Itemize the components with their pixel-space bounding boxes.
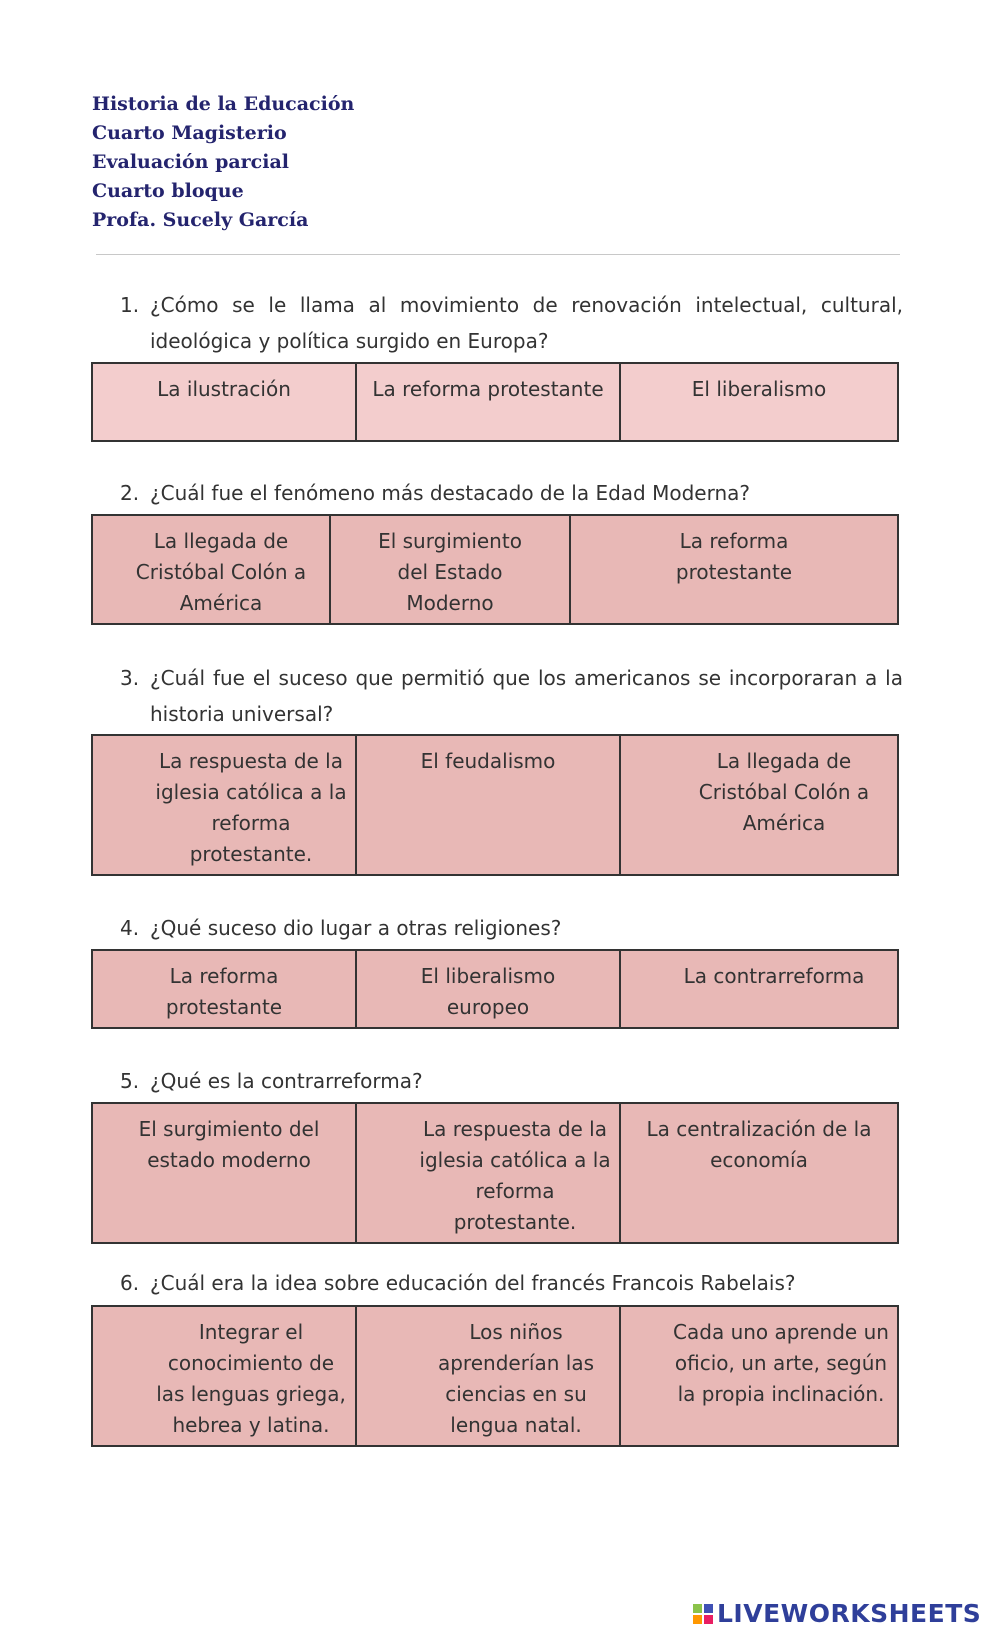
option-6a[interactable]: Integrar el conocimiento de las lenguas griega, hebrea y latina. [93,1307,357,1445]
question-3 [120,660,903,732]
question-4 [120,910,903,946]
question-5 [120,1063,903,1099]
option-3c[interactable]: La llegada de Cristóbal Colón a América [698,749,870,835]
option-3b[interactable]: El feudalismo [357,736,621,874]
question-text: ¿Cuál fue el suceso que permitió que los americanos se incorporaran a la historia universal? [150,666,903,726]
option-4a[interactable]: La reforma protestante [93,951,357,1027]
question-number: 6. [120,1271,140,1295]
question-number: 2. [120,481,140,505]
option-2a[interactable]: La llegada de Cristóbal Colón a América [93,516,331,623]
option-2b[interactable]: El surgimiento del Estado Moderno [331,516,571,623]
question-text: ¿Qué suceso dio lugar a otras religiones? [150,916,562,940]
logo-text: LIVEWORKSHEETS [717,1599,982,1628]
option-1c[interactable]: El liberalismo [691,377,827,401]
option-2c[interactable]: La reforma protestante [675,529,793,584]
header-divider [96,254,900,255]
option-1a[interactable]: La ilustración [93,364,357,440]
liveworksheets-logo [693,1599,981,1628]
teacher-name: Profa. Sucely García [92,209,309,231]
question-text: ¿Qué es la contrarreforma? [150,1069,423,1093]
option-5a[interactable]: El surgimiento del estado moderno [93,1104,357,1242]
answer-options-5 [91,1102,899,1244]
question-number: 5. [120,1069,140,1093]
answer-options-1 [91,362,899,442]
answer-options-4 [91,949,899,1029]
option-5b[interactable]: La respuesta de la iglesia católica a la reforma protestante. [357,1104,621,1242]
question-text: ¿Cómo se le llama al movimiento de renovación intelectual, cultural, ideológica y política surgido en Europa? [150,293,903,353]
option-3a[interactable]: La respuesta de la iglesia católica a la reforma protestante. [93,736,357,874]
question-2 [120,475,903,511]
question-number: 4. [120,916,140,940]
option-1b[interactable]: La reforma protestante [357,364,621,440]
answer-options-3 [91,734,899,876]
answer-options-2 [91,514,899,625]
option-4b[interactable]: El liberalismo europeo [357,951,621,1027]
question-number: 3. [120,666,140,690]
block-label: Cuarto bloque [92,180,244,202]
option-5c[interactable]: La centralización de la economía [646,1117,872,1172]
logo-grid-icon [693,1604,713,1624]
answer-options-6 [91,1305,899,1447]
question-1 [120,287,903,359]
option-4c[interactable]: La contrarreforma [683,964,865,988]
question-text: ¿Cuál fue el fenómeno más destacado de la Edad Moderna? [150,481,750,505]
evaluation-type: Evaluación parcial [92,151,289,173]
grade-level: Cuarto Magisterio [92,122,287,144]
option-6b[interactable]: Los niños aprenderían las ciencias en su lengua natal. [357,1307,621,1445]
question-number: 1. [120,293,140,317]
course-title: Historia de la Educación [92,93,355,115]
question-text: ¿Cuál era la idea sobre educación del francés Francois Rabelais? [150,1271,796,1295]
question-6 [120,1265,903,1301]
document-header [92,90,354,235]
option-6c[interactable]: Cada uno aprende un oficio, un arte, según la propia inclinación. [673,1320,889,1406]
